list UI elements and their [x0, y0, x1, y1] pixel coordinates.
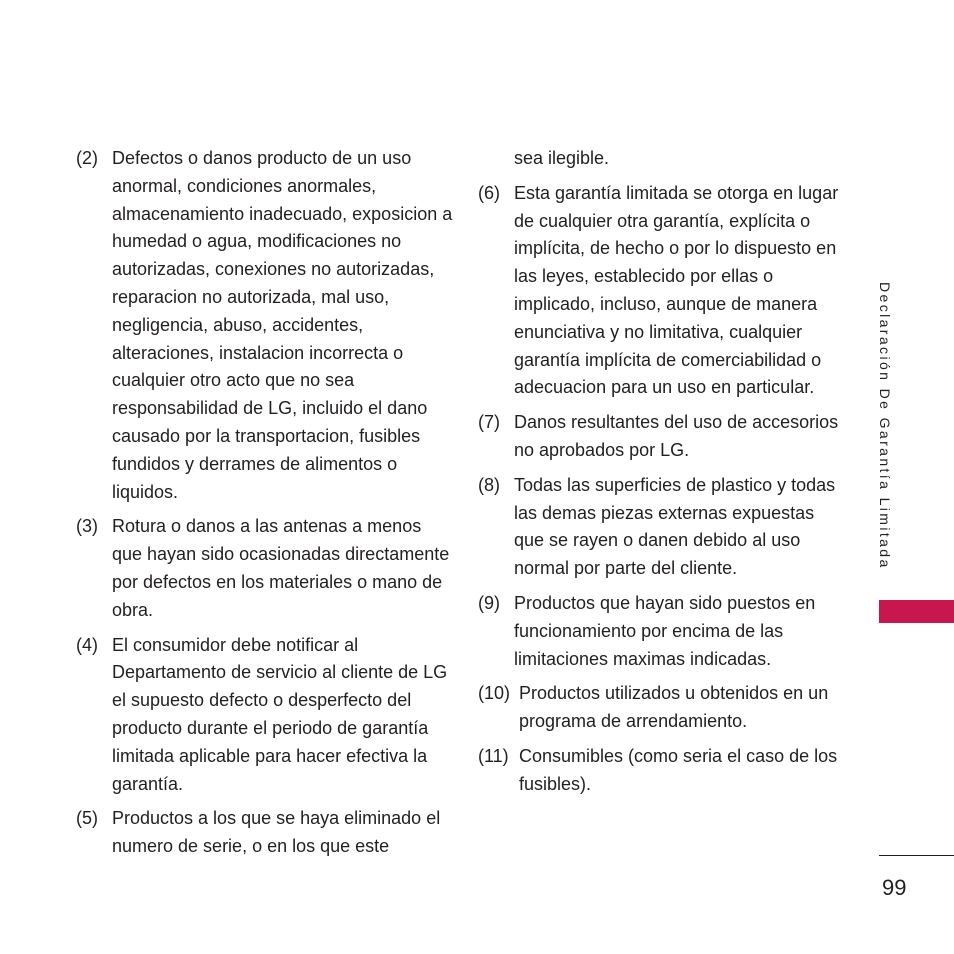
item-number: (6)	[478, 182, 500, 203]
page-number: 99	[882, 875, 907, 900]
item-number: (8)	[478, 474, 500, 495]
item-number: (11)	[478, 745, 509, 766]
item-text: Esta garantía limitada se otorga en lugar de cualquier otra garantía, explícita o implícita, de hecho o por lo dispuesto en las leyes, establecido por ellas o implicado, incluso, aunque de manera enunciativa y no limitativa, cualquier garantía implícita de comerciabilidad o adecuacion para un uso en particular.	[514, 182, 839, 398]
list-item	[76, 632, 456, 799]
list-item	[478, 472, 843, 583]
item-number: (7)	[478, 412, 500, 433]
list-item	[478, 409, 843, 465]
list-item	[76, 513, 456, 624]
list-item	[76, 805, 456, 861]
list-item	[478, 180, 843, 402]
item-number: (9)	[478, 592, 500, 613]
item-text: Defectos o danos producto de un uso anormal, condiciones anormales, almacenamiento inadecuado, exposicion a humedad o agua, modificaciones no autorizadas, conexiones no autorizadas, reparacion no autorizada, mal uso, negligencia, abuso, accidentes, alteraciones, instalacion incorrecta o cualquier otro acto que no sea responsabilidad de LG, incluido el dano causado por la transportacion, fusibles fundidos y derrames de alimentos o liquidos.	[112, 148, 453, 502]
list-item	[478, 743, 843, 799]
item-text: El consumidor debe notificar al Departamento de servicio al cliente de LG el supuesto defecto o desperfecto del producto durante el periodo de garantía limitada aplicable para hacer efectiva la garantía.	[112, 634, 448, 794]
item-number: (2)	[76, 148, 98, 168]
item-number: (3)	[76, 516, 98, 537]
item-text: Rotura o danos a las antenas a menos que hayan sido ocasionadas directamente por defectos en los materiales o mano de obra.	[112, 516, 450, 620]
item-text: Danos resultantes del uso de accesorios no aprobados por LG.	[514, 412, 839, 460]
item-text: Productos que hayan sido puestos en funcionamiento por encima de las limitaciones maximas indicadas.	[514, 592, 816, 669]
item-text: Productos a los que se haya eliminado el numero de serie, o en los que este	[112, 808, 441, 857]
left-column	[76, 145, 456, 868]
item-text: Consumibles (como seria el caso de los fusibles).	[519, 745, 838, 794]
section-side-title: Declaración De Garantía Limitada	[877, 282, 893, 570]
item-number: (10)	[478, 683, 511, 704]
list-item	[478, 680, 843, 736]
item-text: Productos utilizados u obtenidos en un programa de arrendamiento.	[519, 683, 829, 732]
section-tab-marker	[879, 600, 954, 623]
item-number: (5)	[76, 808, 98, 829]
list-item	[76, 145, 456, 506]
page-number-rule	[879, 855, 954, 856]
continued-text: sea ilegible.	[514, 148, 610, 168]
item-number: (4)	[76, 634, 98, 655]
list-item	[478, 590, 843, 673]
right-column	[478, 145, 843, 806]
item-text: Todas las superficies de plastico y todas las demas piezas externas expuestas que se rayen o danen debido al uso normal por parte del cliente.	[514, 474, 836, 579]
